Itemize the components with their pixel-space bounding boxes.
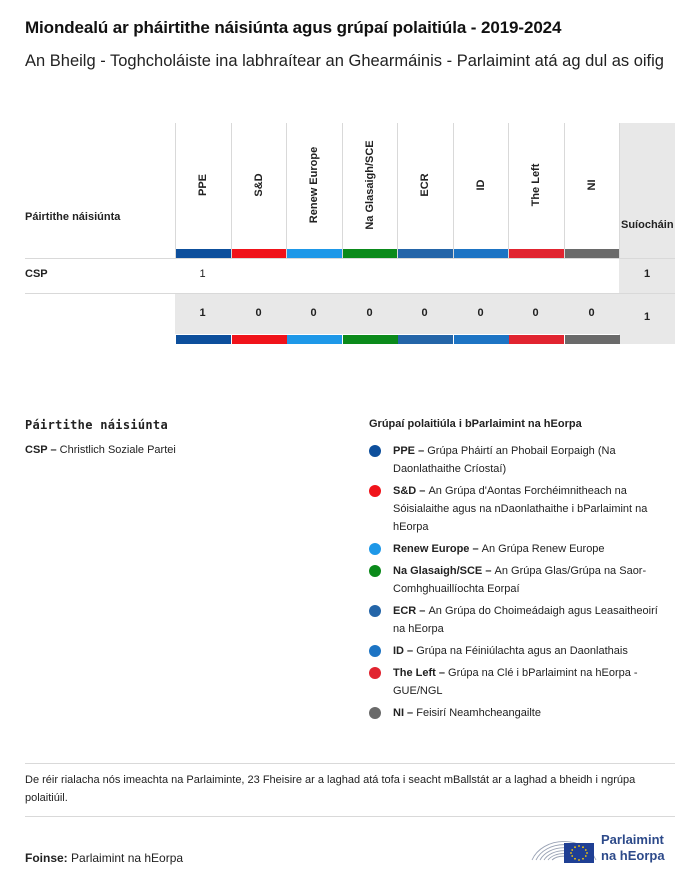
legend-dot-icon [369, 445, 381, 457]
group-legend-item: NI – Feisirí Neamhcheangailte [369, 704, 669, 722]
footnote: De réir rialacha nós imeachta na Parlaiminte, 23 Fheisire ar a laghad atá tofa i seacht mBallstát ar a laghad a bheidh i ngrúpa polaitiúil. [25, 774, 636, 804]
group-label: ID [474, 179, 487, 191]
legend-group-name: An Grúpa Renew Europe [481, 543, 605, 555]
group-column-header [397, 123, 452, 259]
group-legend-list [369, 442, 669, 726]
group-column-header [508, 123, 563, 259]
legend-group-code: Na Glasaigh/SCE [393, 565, 483, 577]
legend-dot-icon [369, 605, 381, 617]
legend-group-name: Grúpa na Clé i bParlaimint na hEorpa - GUE/NGL [393, 667, 638, 697]
group-label: PPE [196, 173, 209, 197]
breakdown-table [0, 0, 700, 360]
cell-csp-ppe: 1 [199, 268, 206, 280]
column-divider [397, 123, 398, 258]
legend-group-name: An Grúpa do Choimeádaigh agus Leasaitheoirí na hEorpa [393, 605, 658, 635]
source-text: Parlaimint na hEorpa [71, 851, 184, 865]
logo-text: Parlaimint na hEorpa [601, 832, 665, 863]
legend-dot-icon [369, 667, 381, 679]
group-color-bar [398, 249, 453, 258]
legend-group-name: An Grúpa d'Aontas Forchéimnitheach na Sóisialaithe agus na nDaonlathaithe i bParlaimint na hEorpa [393, 485, 648, 533]
divider-line [25, 763, 675, 764]
group-column-header [342, 123, 397, 259]
group-color-bar [343, 335, 398, 344]
group-legend-item: Na Glasaigh/SCE – An Grúpa Glas/Grúpa na Saor-Comhghuaillíochta Eorpaí [369, 562, 669, 598]
legend-group-name: An Grúpa Glas/Grúpa na Saor-Comhghuaillíochta Eorpaí [393, 565, 647, 595]
legend-group-name: Grúpa na Féiniúlachta agus an Daonlathais [416, 645, 628, 657]
group-label: Na Glasaigh/SCE [363, 140, 376, 230]
legend-group-code: ID [393, 645, 404, 657]
legend-group-code: Renew Europe [393, 543, 470, 555]
group-color-bar [398, 335, 453, 344]
national-party-item: CSP – Christlich Soziale Partei [25, 444, 176, 456]
legend-group-code: The Left [393, 667, 436, 679]
group-label: Renew Europe [307, 146, 320, 224]
group-color-bar [565, 249, 620, 258]
national-party-code: CSP [25, 444, 48, 456]
group-label: The Left [529, 163, 542, 207]
total-cell: 0 [532, 307, 539, 319]
column-divider [564, 123, 565, 258]
total-cell: 0 [255, 307, 262, 319]
legend-dot-icon [369, 565, 381, 577]
legend-group-code: S&D [393, 485, 417, 497]
legend-group-code: ECR [393, 605, 417, 617]
column-divider [342, 123, 343, 258]
cell-total-seats: 1 [643, 311, 651, 323]
group-label: ECR [418, 173, 431, 197]
group-column-header [564, 123, 619, 259]
national-party-name: Christlich Soziale Partei [59, 444, 176, 456]
column-divider [175, 123, 176, 258]
group-legend-item: S&D – An Grúpa d'Aontas Forchéimnitheach na Sóisialaithe agus na nDaonlathaithe i bParlaimint na hEorpa [369, 482, 669, 536]
column-divider [231, 123, 232, 258]
total-cell: 0 [588, 307, 595, 319]
total-cell: 0 [366, 307, 373, 319]
group-column-header [175, 123, 230, 259]
column-divider [453, 123, 454, 258]
group-column-header [453, 123, 508, 259]
group-legend-item: ECR – An Grúpa do Choimeádaigh agus Leasaitheoirí na hEorpa [369, 602, 669, 638]
group-label: S&D [252, 173, 265, 197]
group-color-bar [176, 249, 231, 258]
group-column-header [231, 123, 286, 259]
group-color-bar [232, 335, 287, 344]
party-column-header: Páirtithe náisiúnta [25, 211, 121, 223]
group-label: NI [585, 179, 598, 191]
group-column-header [286, 123, 341, 259]
group-legend-item: The Left – Grúpa na Clé i bParlaimint na hEorpa - GUE/NGL [369, 664, 669, 700]
source-label: Foinse: [25, 851, 68, 865]
group-color-bar [287, 249, 342, 258]
source-line [25, 851, 183, 865]
group-legend-item: PPE – Grúpa Pháirtí an Phobail Eorpaigh (Na Daonlathaithe Críostaí) [369, 442, 669, 478]
column-divider [619, 123, 620, 258]
national-parties-title: Páirtithe náisiúnta [25, 418, 168, 432]
group-color-bar [176, 335, 231, 344]
group-color-bar [232, 249, 287, 258]
group-color-bar [454, 249, 509, 258]
group-legend-title: Grúpaí polaitiúla i bParlaimint na hEorpa [369, 418, 582, 430]
legend-dot-icon [369, 485, 381, 497]
legend-dot-icon [369, 543, 381, 555]
total-cell: 0 [477, 307, 484, 319]
group-color-bar [509, 335, 564, 344]
total-cell: 1 [199, 307, 206, 319]
column-divider [508, 123, 509, 258]
legend-group-name: Feisirí Neamhcheangailte [416, 707, 541, 719]
group-color-bar [509, 249, 564, 258]
group-color-bar [287, 335, 342, 344]
group-color-bar [454, 335, 509, 344]
group-color-bar [343, 249, 398, 258]
row-party-csp: CSP [25, 268, 48, 280]
group-legend-item: ID – Grúpa na Féiniúlachta agus an Daonlathais [369, 642, 669, 660]
page-title: Miondealú ar pháirtithe náisiúnta agus grúpaí polaitiúla - 2019-2024 [25, 18, 562, 37]
total-cell: 0 [310, 307, 317, 319]
page-subtitle: An Bheilg - Toghcholáiste ina labhraítear an Ghearmáinis - Parlaimint atá ag dul as oifig [25, 52, 664, 70]
legend-group-name: Grúpa Pháirtí an Phobail Eorpaigh (Na Daonlathaithe Críostaí) [393, 445, 616, 475]
legend-dot-icon [369, 707, 381, 719]
table-divider [25, 293, 675, 294]
group-legend-item: Renew Europe – An Grúpa Renew Europe [369, 540, 669, 558]
seats-column-header: Suíocháin [619, 123, 675, 258]
divider-line [25, 816, 675, 817]
legend-dot-icon [369, 645, 381, 657]
total-cell: 0 [421, 307, 428, 319]
cell-csp-seats: 1 [643, 268, 651, 280]
legend-group-code: PPE [393, 445, 416, 457]
column-divider [286, 123, 287, 258]
legend-group-code: NI [393, 707, 404, 719]
group-color-bar [565, 335, 620, 344]
